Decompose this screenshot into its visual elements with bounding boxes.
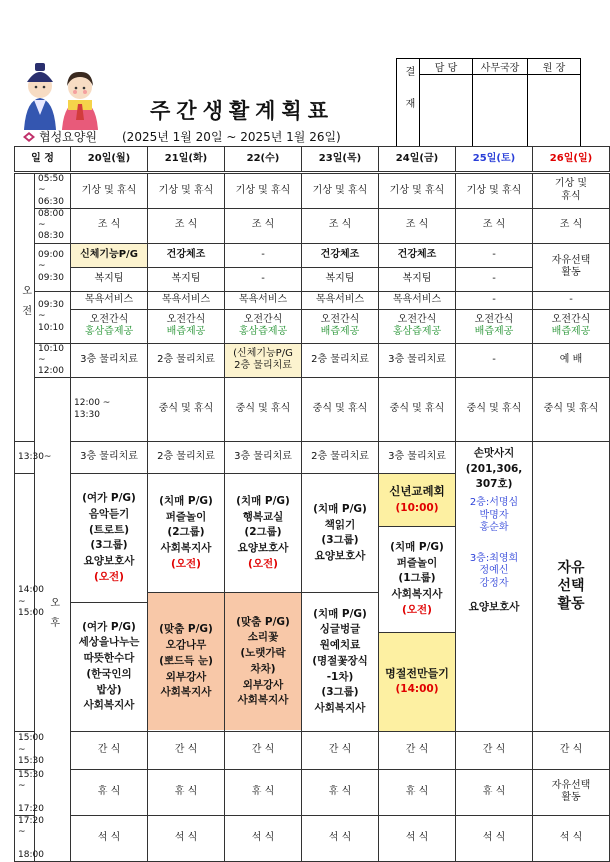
cell-prog-wed: (치매 P/G) 행복교실 (2그룹) 요양보호사 (오전) (맞춤 P/G) 소리꽃 (노랫가락 차차) 외부강사 사회복지사 [225,473,302,731]
cell-snack-tue: 오전간식 배즙제공 [148,309,225,343]
cell-health-tue: 건강체조 [148,243,225,267]
cell-wake-wed: 기상 및 휴식 [225,173,302,209]
cell-snack-pm-fri: 간 식 [379,731,456,769]
cell-breakfast-sat: 조 식 [456,208,533,243]
time-0900: 09:00 ~ 09:30 [35,243,71,291]
cell-prog-mon: (여가 P/G) 음악듣기 (트로트) (3그룹) 요양보호사 (오전) (여가 P/G) 세상을나누는 따뜻한수다 (한국인의 밥상) 사회복지사 [71,473,148,731]
cell-dinner-sat: 석 식 [456,815,533,861]
cell-pt2-tue: 2층 물리치료 [148,441,225,473]
cell-pt-tue: 2층 물리치료 [148,343,225,378]
cell-rest-thu: 휴 식 [302,769,379,815]
cell-wake-fri: 기상 및 휴식 [379,173,456,209]
org-logo-icon [22,131,36,143]
cell-welfare-mon: 복지팀 [71,267,148,291]
col-header-schedule: 일 정 [15,147,71,173]
cell-dinner-mon: 석 식 [71,815,148,861]
cell-breakfast-mon: 조 식 [71,208,148,243]
cell-rest-mon: 휴 식 [71,769,148,815]
col-header-tue: 21일(화) [148,147,225,173]
cell-pt2-thu: 2층 물리치료 [302,441,379,473]
cell-lunch-sat: 중식 및 휴식 [533,378,610,442]
time-0930: 09:30 ~ 10:10 [35,291,71,343]
cell-dash-sun: - [533,291,610,309]
cell-wake-thu: 기상 및 휴식 [302,173,379,209]
cell-massage-sat: 손맛사지 (201,306, 307호) 2층:서명심 박명자 홍순화 3층:최영희 정예신 강정자 요양보호사 [456,441,533,731]
cell-breakfast-fri: 조 식 [379,208,456,243]
col-header-sun: 26일(일) [533,147,610,173]
time-0800: 08:00 ~ 08:30 [35,208,71,243]
time-0550: 05:50 ~ 06:30 [35,173,71,209]
approval-sign-2[interactable] [473,75,528,147]
cell-snack-mon: 오전간식 홍삼즙제공 [71,309,148,343]
cell-bath-mon: 목욕서비스 [71,291,148,309]
cell-pt-mon: 3층 물리치료 [71,343,148,378]
cell-dash-sat: - [456,243,533,267]
time-1400: 14:00 ~ 15:00 [15,473,35,731]
cell-breakfast-sun: 조 식 [533,208,610,243]
weekly-schedule-table [14,146,610,862]
cell-breakfast-tue: 조 식 [148,208,225,243]
section-pm: 오후 [35,378,71,862]
page-title: 주간생활계획표 [150,99,335,123]
cell-free-sun: 자유선택 활동 [533,243,610,291]
cell-snack-pm-sat: 간 식 [456,731,533,769]
cell-snack-fri: 오전간식 홍삼즙제공 [379,309,456,343]
cell-snack-sat: 오전간식 배즙제공 [456,309,533,343]
col-header-mon: 20일(월) [71,147,148,173]
cell-lunch-tue: 중식 및 휴식 [225,378,302,442]
cell-free-sun-pm: 자유 선택 활동 [533,441,610,731]
col-header-wed: 22(수) [225,147,302,173]
cell-snack-sun: 오전간식 배즙제공 [533,309,610,343]
approval-sign-1[interactable] [420,75,473,147]
cell-bath-tue: 목욕서비스 [148,291,225,309]
time-1330: 13:30~ [15,441,35,473]
cell-pt2-mon: 3층 물리치료 [71,441,148,473]
time-1500: 15:00 ~ 15:30 [15,731,35,769]
time-1720: 17:20 ~ 18:00 [15,815,35,861]
cell-lunch-wed: 중식 및 휴식 [302,378,379,442]
cell-snack-pm-mon: 간 식 [71,731,148,769]
approval-box [396,58,581,147]
cell-prog-thu: (치매 P/G) 책읽기 (3그룹) 요양보호사 (치매 P/G) 싱글벙글 원예치료 (명절꽃장식 -1차) (3그룹) 사회복지사 [302,473,379,731]
cell-dash-sat-4: - [456,343,533,378]
cell-pt-fri: 3층 물리치료 [379,343,456,378]
cell-health-thu: 건강체조 [302,243,379,267]
time-1200: 12:00 ~ 13:30 [71,378,148,442]
hanbok-couple-illustration [20,60,102,130]
approval-role-2: 사무국장 [473,59,528,75]
approval-role-1: 담 당 [420,59,473,75]
cell-pt2-fri: 3층 물리치료 [379,441,456,473]
cell-pt-wed: (신체기능P/G 2층 물리치료 [225,343,302,378]
cell-dinner-wed: 석 식 [225,815,302,861]
cell-wake-sat: 기상 및 휴식 [456,173,533,209]
col-header-fri: 24일(금) [379,147,456,173]
cell-health-fri: 건강체조 [379,243,456,267]
org-name [22,128,97,145]
cell-dinner-thu: 석 식 [302,815,379,861]
cell-rest-wed: 휴 식 [225,769,302,815]
time-1010: 10:10 ~ 12:00 [35,343,71,378]
cell-dinner-tue: 석 식 [148,815,225,861]
cell-physio-mon: 신체기능P/G [71,243,148,267]
cell-welfare-tue: 복지팀 [148,267,225,291]
cell-dash-wed-2: - [225,267,302,291]
cell-wake-sun: 기상 및 휴식 [533,173,610,209]
approval-role-3: 원 장 [528,59,581,75]
col-header-thu: 23일(목) [302,147,379,173]
cell-wake-mon: 기상 및 휴식 [71,173,148,209]
cell-worship-sun: 예 배 [533,343,610,378]
cell-snack-pm-wed: 간 식 [225,731,302,769]
cell-free-sun-eve: 자유선택 활동 [533,769,610,815]
cell-snack-wed: 오전간식 홍삼즙제공 [225,309,302,343]
cell-bath-wed: 목욕서비스 [225,291,302,309]
time-1530: 15:30 ~ 17:20 [15,769,35,815]
cell-snack-pm-thu: 간 식 [302,731,379,769]
cell-breakfast-thu: 조 식 [302,208,379,243]
cell-bath-fri: 목욕서비스 [379,291,456,309]
cell-pt-thu: 2층 물리치료 [302,343,379,378]
cell-snack-thu: 오전간식 배즙제공 [302,309,379,343]
cell-rest-fri: 휴 식 [379,769,456,815]
cell-welfare-fri: 복지팀 [379,267,456,291]
cell-dash-sat-3: - [456,291,533,309]
cell-dinner-fri: 석 식 [379,815,456,861]
cell-rest-sat: 휴 식 [456,769,533,815]
cell-prog-tue: (치매 P/G) 퍼즐놀이 (2그룹) 사회복지사 (오전) (맞춤 P/G) 오감나무 (뽀드득 눈) 외부강사 사회복지사 [148,473,225,731]
cell-wake-tue: 기상 및 휴식 [148,173,225,209]
org-label: 협성요양원 [39,130,97,144]
cell-dash-sat-2: - [456,267,533,291]
cell-prog-fri: 신년교례회 (10:00) (치매 P/G) 퍼즐놀이 (1그룹) 사회복지사 (오전) 명절전만들기 (14:00) [379,473,456,731]
cell-bath-thu: 목욕서비스 [302,291,379,309]
cell-dash-wed: - [225,243,302,267]
cell-snack-pm-sun: 간 식 [533,731,610,769]
cell-snack-pm-tue: 간 식 [148,731,225,769]
cell-breakfast-wed: 조 식 [225,208,302,243]
cell-welfare-thu: 복지팀 [302,267,379,291]
cell-lunch-mon: 중식 및 휴식 [148,378,225,442]
cell-pt2-wed: 3층 물리치료 [225,441,302,473]
cell-lunch-fri: 중식 및 휴식 [456,378,533,442]
cell-dinner-sun: 석 식 [533,815,610,861]
col-header-sat: 25일(토) [456,147,533,173]
section-am: 오전 [15,173,35,442]
cell-rest-tue: 휴 식 [148,769,225,815]
period: (2025년 1월 20일 ~ 2025년 1월 26일) [122,130,341,144]
approval-side-label: 결재 [397,59,420,147]
approval-sign-3[interactable] [528,75,581,147]
cell-lunch-thu: 중식 및 휴식 [379,378,456,442]
